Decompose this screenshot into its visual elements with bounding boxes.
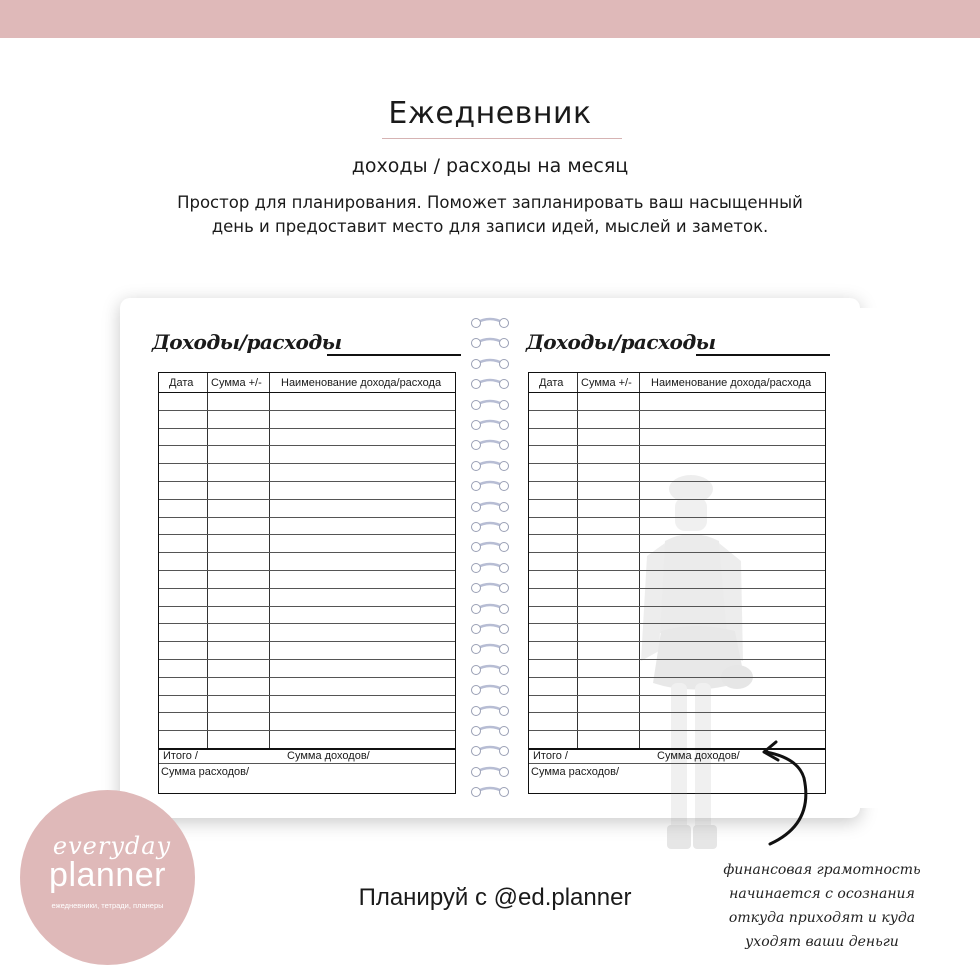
spiral-ring-icon bbox=[466, 398, 514, 412]
ledger-row-line bbox=[529, 695, 825, 696]
spiral-ring-icon bbox=[466, 663, 514, 677]
ledger-row-line bbox=[529, 712, 825, 713]
ledger-row-line bbox=[529, 481, 825, 482]
ledger-row-line bbox=[159, 534, 455, 535]
ledger-row-line bbox=[529, 517, 825, 518]
spiral-ring-icon bbox=[466, 316, 514, 330]
ledger-row-line bbox=[159, 552, 455, 553]
page-heading: Доходы/расходы bbox=[526, 330, 716, 354]
ledger-table bbox=[528, 372, 826, 794]
column-header-amount: Сумма +/- bbox=[581, 377, 632, 389]
ledger-row-line bbox=[159, 659, 455, 660]
ledger-row-line bbox=[529, 499, 825, 500]
expense-sum-label: Сумма расходов/ bbox=[161, 766, 250, 778]
spiral-ring-icon bbox=[466, 540, 514, 554]
income-sum-label: Сумма доходов/ bbox=[657, 750, 740, 762]
ledger-row-line bbox=[529, 730, 825, 731]
ledger-row-line bbox=[529, 659, 825, 660]
heading-blank-line bbox=[696, 354, 830, 356]
spiral-ring-icon bbox=[466, 357, 514, 371]
ledger-row-line bbox=[529, 428, 825, 429]
ledger-row-line bbox=[529, 677, 825, 678]
logo-tagline: ежедневники, тетради, планеры bbox=[51, 901, 164, 910]
spiral-ring-icon bbox=[466, 765, 514, 779]
ledger-row-line bbox=[159, 517, 455, 518]
heading-blank-line bbox=[327, 354, 461, 356]
curved-arrow-icon bbox=[750, 738, 830, 848]
spiral-ring-icon bbox=[466, 642, 514, 656]
fashion-illustration bbox=[625, 461, 765, 861]
spiral-ring-icon bbox=[466, 438, 514, 452]
column-divider bbox=[577, 373, 578, 748]
logo-script-text: everyday bbox=[52, 832, 172, 860]
spiral-ring-icon bbox=[466, 683, 514, 697]
ledger-row-line bbox=[159, 481, 455, 482]
page-subtitle: доходы / расходы на месяц bbox=[351, 155, 629, 177]
total-label: Итого / bbox=[163, 750, 198, 762]
expense-sum-label: Сумма расходов/ bbox=[531, 766, 620, 778]
ledger-row-line bbox=[159, 606, 455, 607]
ledger-row-line bbox=[529, 606, 825, 607]
spiral-ring-icon bbox=[466, 561, 514, 575]
handwritten-note bbox=[672, 858, 972, 954]
ledger-row-line bbox=[529, 410, 825, 411]
spiral-ring-icon bbox=[466, 500, 514, 514]
ledger-row-line bbox=[529, 588, 825, 589]
column-header-date: Дата bbox=[169, 377, 194, 389]
ledger-row-line bbox=[159, 677, 455, 678]
instagram-call-to-action: Планируй с @ed.planner bbox=[358, 884, 632, 911]
income-sum-label: Сумма доходов/ bbox=[287, 750, 370, 762]
ledger-row-line bbox=[159, 623, 455, 624]
ledger-row-line bbox=[159, 445, 455, 446]
spiral-ring-icon bbox=[466, 581, 514, 595]
header-divider bbox=[159, 392, 455, 393]
footer-divider bbox=[159, 763, 455, 764]
spiral-ring-icon bbox=[466, 459, 514, 473]
ledger-row-line bbox=[159, 641, 455, 642]
spiral-ring-icon bbox=[466, 418, 514, 432]
spiral-ring-icon bbox=[466, 336, 514, 350]
page-title: Ежедневник bbox=[388, 96, 592, 131]
ledger-row-line bbox=[529, 534, 825, 535]
ledger-row-line bbox=[529, 570, 825, 571]
column-header-amount: Сумма +/- bbox=[211, 377, 262, 389]
ledger-row-line bbox=[159, 570, 455, 571]
ledger-row-line bbox=[159, 730, 455, 731]
spiral-ring-icon bbox=[466, 704, 514, 718]
ledger-row-line bbox=[529, 445, 825, 446]
page-heading: Доходы/расходы bbox=[152, 330, 342, 354]
note-line-4: уходят ваши деньги bbox=[745, 934, 899, 950]
ledger-row-line bbox=[159, 695, 455, 696]
column-divider bbox=[269, 373, 270, 748]
ledger-table bbox=[158, 372, 456, 794]
ledger-row-line bbox=[529, 623, 825, 624]
total-label: Итого / bbox=[533, 750, 568, 762]
column-divider bbox=[207, 373, 208, 748]
ledger-row-line bbox=[529, 641, 825, 642]
brand-logo bbox=[20, 790, 195, 965]
logo-wordmark: planner bbox=[49, 856, 166, 894]
spiral-ring-icon bbox=[466, 622, 514, 636]
top-accent-bar bbox=[0, 0, 980, 38]
ledger-row-line bbox=[529, 552, 825, 553]
spiral-ring-icon bbox=[466, 479, 514, 493]
spiral-ring-icon bbox=[466, 785, 514, 799]
ledger-row-line bbox=[529, 463, 825, 464]
ledger-row-line bbox=[159, 463, 455, 464]
spiral-binding bbox=[466, 316, 514, 806]
ledger-row-line bbox=[159, 410, 455, 411]
product-description bbox=[0, 191, 980, 239]
right-page bbox=[520, 308, 880, 808]
ledger-row-line bbox=[159, 499, 455, 500]
ledger-row-line bbox=[159, 712, 455, 713]
spiral-ring-icon bbox=[466, 602, 514, 616]
note-line-3: откуда приходят и куда bbox=[728, 910, 916, 926]
spiral-ring-icon bbox=[466, 744, 514, 758]
title-underline bbox=[382, 138, 622, 139]
spiral-ring-icon bbox=[466, 724, 514, 738]
note-line-2: начинается с осознания bbox=[729, 886, 915, 902]
column-divider bbox=[639, 373, 640, 748]
spiral-ring-icon bbox=[466, 377, 514, 391]
left-page bbox=[130, 308, 490, 808]
notebook-spread bbox=[120, 298, 860, 818]
note-line-1: финансовая грамотность bbox=[723, 862, 921, 878]
description-line-1: Простор для планирования. Поможет запланировать ваш насыщенный bbox=[177, 193, 803, 212]
header-divider bbox=[529, 392, 825, 393]
ledger-row-line bbox=[159, 588, 455, 589]
ledger-row-line bbox=[159, 428, 455, 429]
description-line-2: день и предоставит место для записи идей, мыслей и заметок. bbox=[211, 217, 769, 236]
column-header-description: Наименование дохода/расхода bbox=[281, 377, 442, 389]
spiral-ring-icon bbox=[466, 520, 514, 534]
column-header-date: Дата bbox=[539, 377, 564, 389]
column-header-description: Наименование дохода/расхода bbox=[651, 377, 812, 389]
